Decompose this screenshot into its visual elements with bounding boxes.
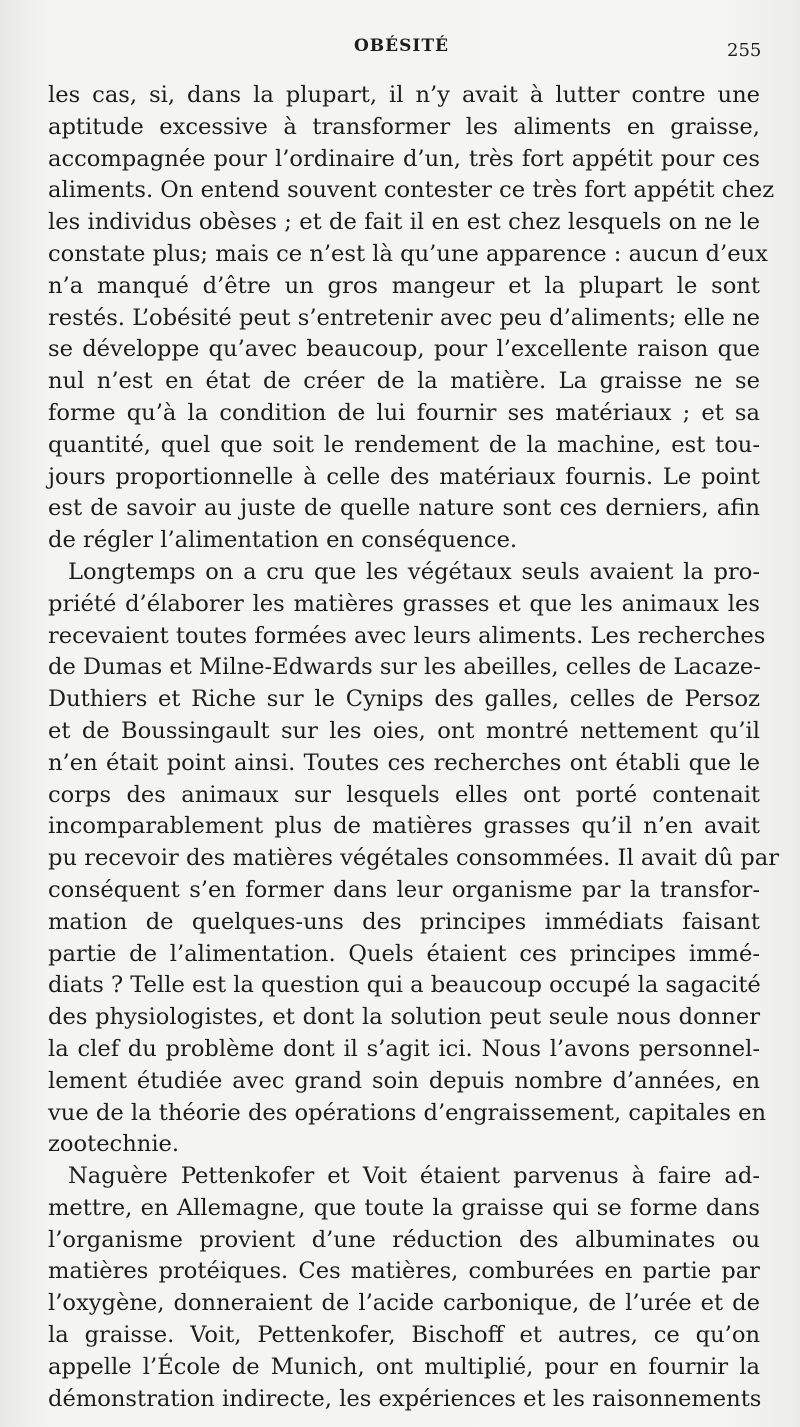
text-line: les individus obèses ; et de fait il en est chez lesquels on ne le: [48, 209, 760, 236]
text-line: se développe qu’avec beaucoup, pour l’excellente raison que: [48, 336, 760, 363]
text-line: l’oxygène, donneraient de l’acide carbonique, de l’urée et de: [48, 1290, 760, 1317]
text-line: zootechnie.: [48, 1131, 180, 1158]
text-line: n’en était point ainsi. Toutes ces recherches ont établi que le: [48, 749, 760, 776]
text-line: l’organisme provient d’une réduction des albuminates ou: [48, 1226, 760, 1253]
text-line: démonstration indirecte, les expériences et les raisonnements: [48, 1385, 762, 1412]
paragraph: [48, 1161, 760, 1415]
text-line: mettre, en Allemagne, que toute la graisse qui se forme dans: [48, 1194, 760, 1221]
text-line: la clef du problème dont il s’agit ici. Nous l’avons personnel-: [48, 1035, 760, 1062]
text-line: diats ? Telle est la question qui a beaucoup occupé la sagacité: [48, 972, 761, 999]
text-line: Duthiers et Riche sur le Cynips des galles, celles de Persoz: [48, 686, 760, 713]
text-line: nul n’est en état de créer de la matière. La graisse ne se: [48, 368, 760, 395]
text-line: Longtemps on a cru que les végétaux seuls avaient la pro-: [68, 558, 760, 585]
text-line: accompagnée pour l’ordinaire d’un, très fort appétit pour ces: [48, 145, 760, 172]
text-line: Naguère Pettenkofer et Voit étaient parvenus à faire ad-: [68, 1163, 760, 1190]
running-title: OBÉSITÉ: [354, 36, 449, 56]
text-line: corps des animaux sur lesquels elles ont porté contenait: [48, 781, 760, 808]
running-head: [0, 34, 800, 60]
paragraph: [48, 80, 775, 557]
text-line: appelle l’École de Munich, ont multiplié, pour en fournir la: [48, 1353, 760, 1380]
text-line: pu recevoir des matières végétales consommées. Il avait dû par: [48, 845, 779, 872]
text-line: restés. L’obésité peut s’entretenir avec peu d’aliments; elle ne: [48, 304, 760, 331]
text-line: matières protéiques. Ces matières, comburées en partie par: [48, 1258, 760, 1285]
text-line: forme qu’à la condition de lui fournir ses matériaux ; et sa: [48, 399, 760, 426]
text-line: et de Boussingault sur les oies, ont montré nettement qu’il: [48, 717, 760, 744]
text-line: incomparablement plus de matières grasses qu’il n’en avait: [48, 813, 760, 840]
text-line: n’a manqué d’être un gros mangeur et la plupart le sont: [48, 272, 760, 299]
text-line: priété d’élaborer les matières grasses et que les animaux les: [48, 590, 760, 617]
text-line: les cas, si, dans la plupart, il n’y avait à lutter contre une: [48, 82, 760, 108]
text-line: conséquent s’en former dans leur organisme par la transfor-: [48, 876, 760, 903]
text-line: la graisse. Voit, Pettenkofer, Bischoff et autres, ce qu’on: [48, 1322, 760, 1349]
text-line: est de savoir au juste de quelle nature sont ces derniers, afin: [48, 495, 760, 522]
page-number: 255: [727, 40, 762, 61]
text-line: constate plus; mais ce n’est là qu’une apparence : aucun d’eux: [48, 240, 768, 267]
text-line: quantité, quel que soit le rendement de la machine, est tou-: [48, 431, 760, 458]
text-line: jours proportionnelle à celle des matériaux fournis. Le point: [48, 463, 760, 490]
text-line: vue de la théorie des opérations d’engraissement, capitales en: [48, 1099, 767, 1126]
text-line: de Dumas et Milne-Edwards sur les abeilles, celles de Lacaze-: [48, 654, 761, 681]
paragraph: [48, 557, 779, 1161]
body-text: [48, 80, 779, 1415]
text-line: recevaient toutes formées avec leurs aliments. Les recherches: [48, 622, 766, 649]
text-line: de régler l’alimentation en conséquence.: [48, 527, 518, 554]
text-line: mation de quelques-uns des principes immédiats faisant: [48, 908, 760, 935]
text-line: des physiologistes, et dont la solution peut seule nous donner: [48, 1004, 760, 1031]
text-line: aptitude excessive à transformer les aliments en graisse,: [48, 113, 760, 140]
text-line: aliments. On entend souvent contester ce très fort appétit chez: [48, 177, 775, 204]
text-line: lement étudiée avec grand soin depuis nombre d’années, en: [48, 1067, 760, 1094]
text-line: partie de l’alimentation. Quels étaient ces principes immé-: [48, 940, 760, 967]
